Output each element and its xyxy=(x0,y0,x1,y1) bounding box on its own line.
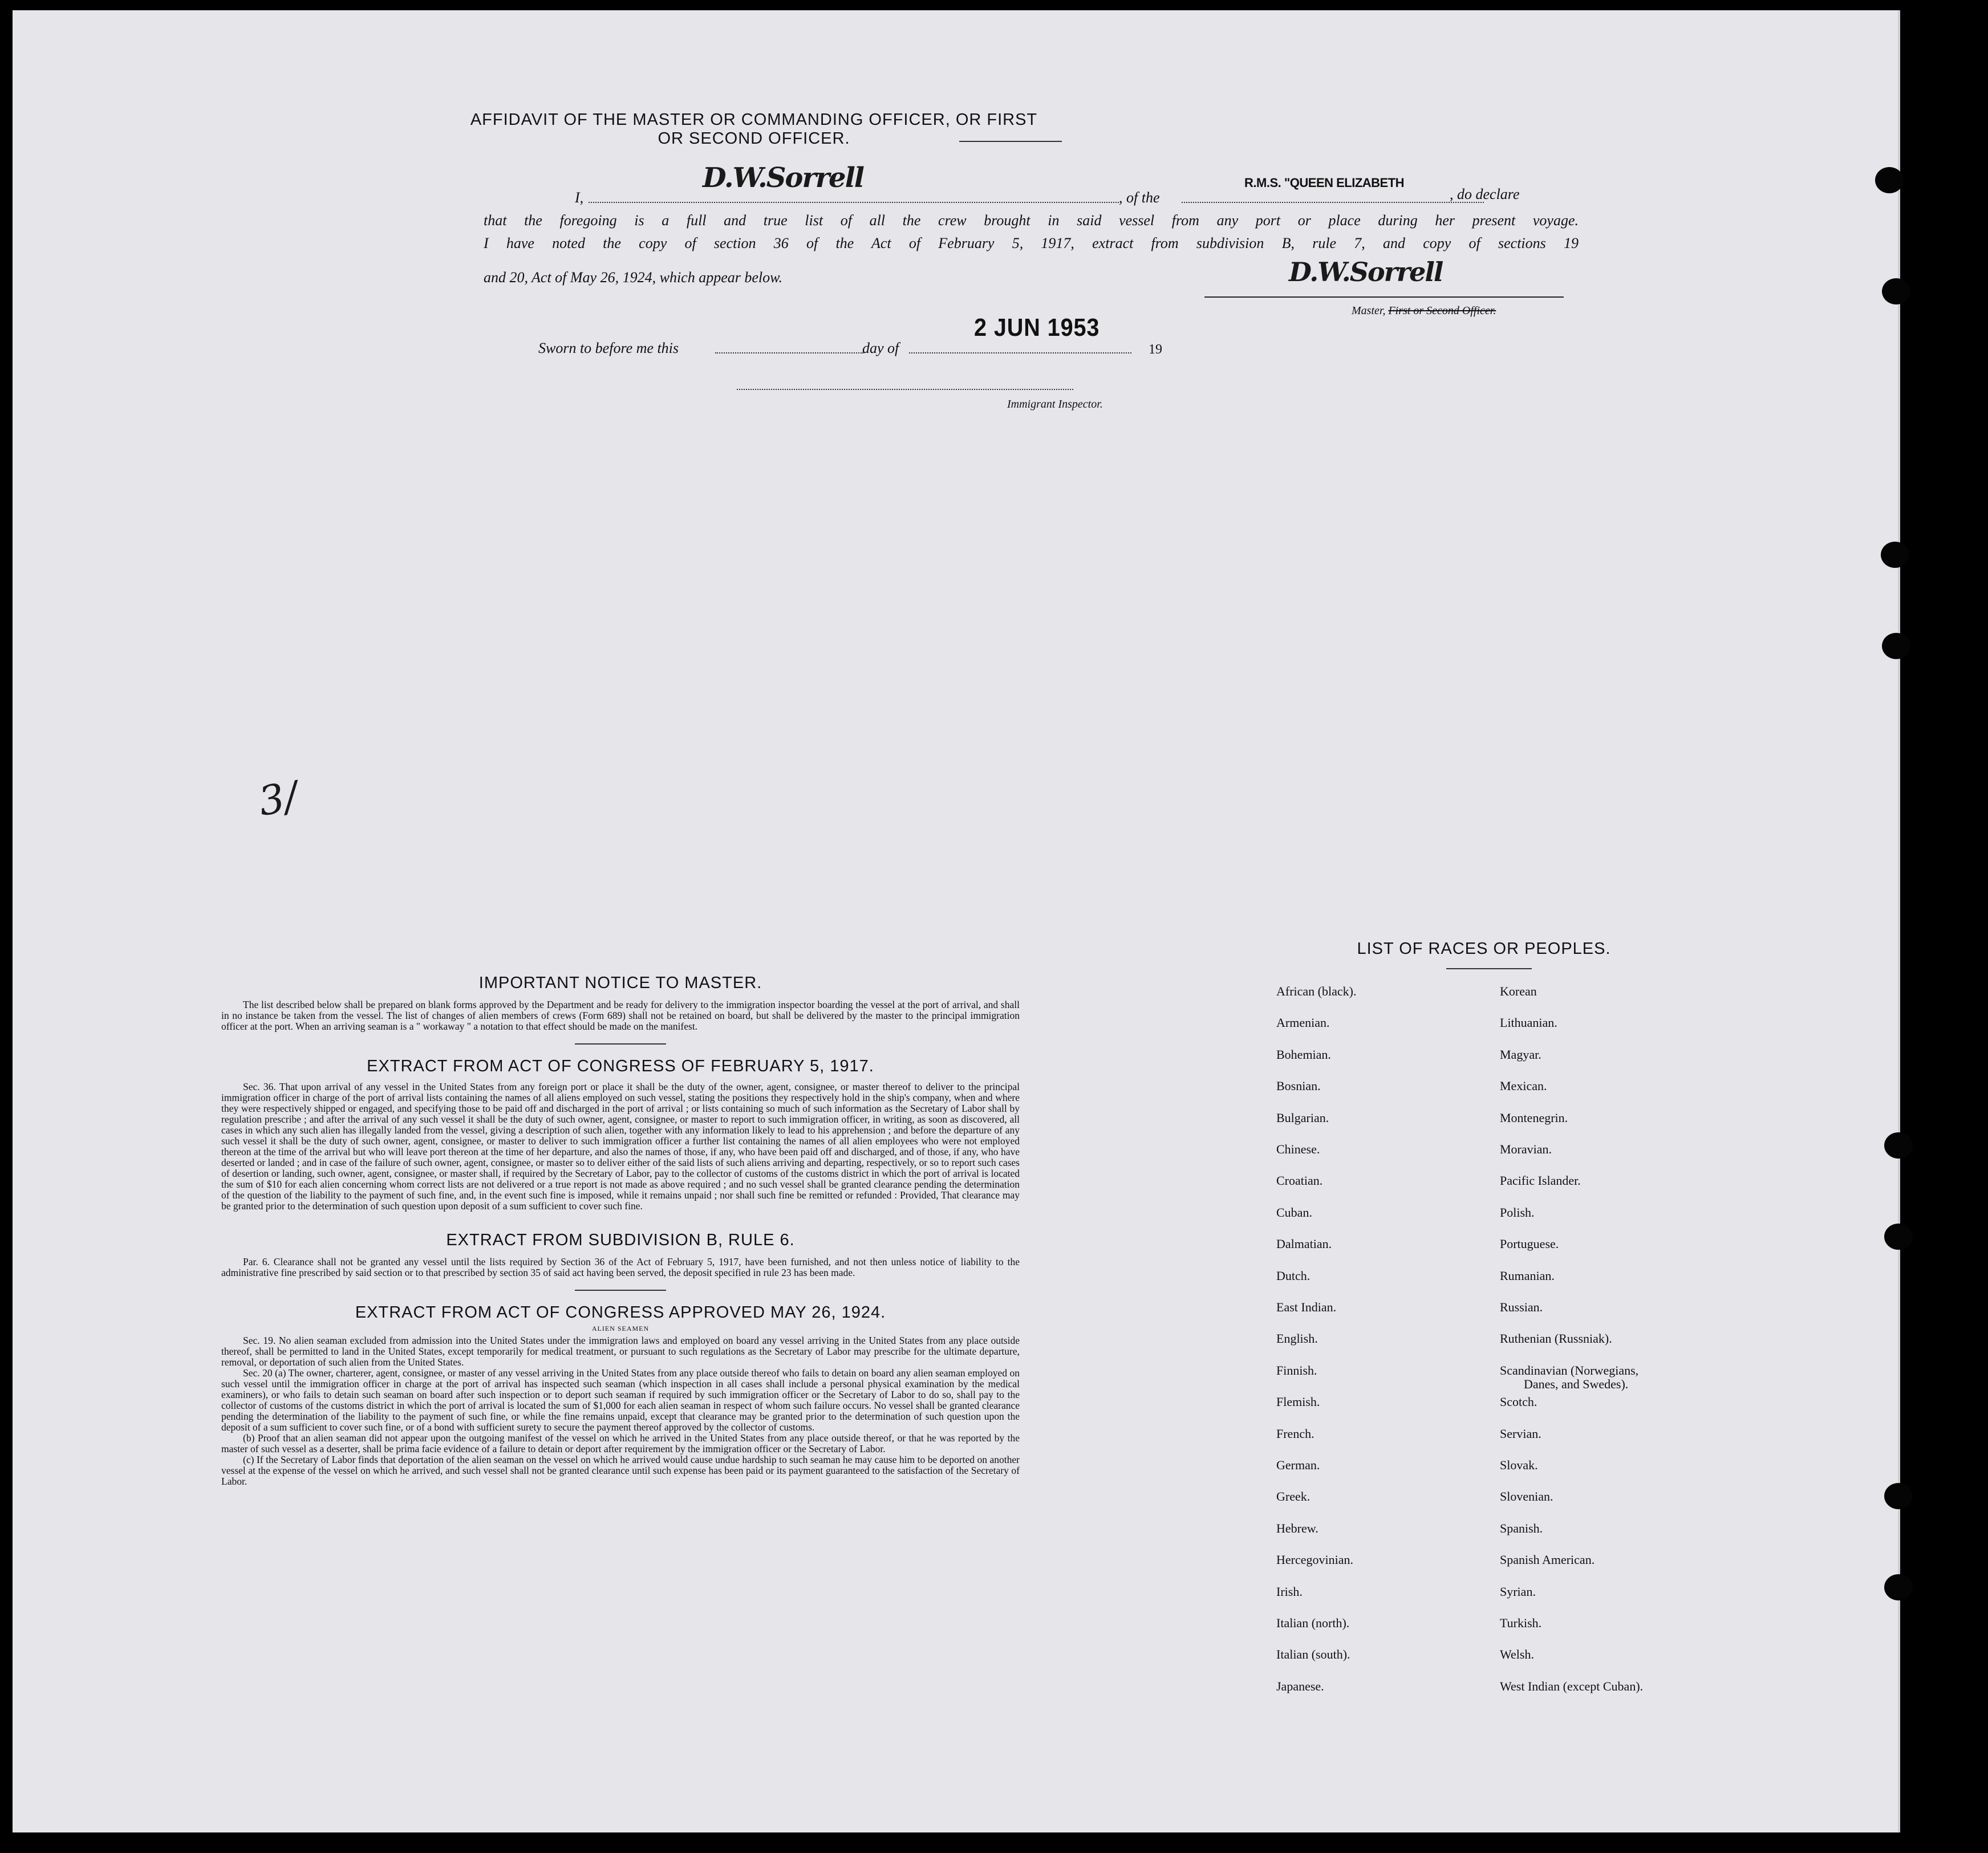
section-rule-1 xyxy=(575,1043,666,1045)
inspector-caption: Immigrant Inspector. xyxy=(1007,398,1103,411)
master-signature-1: D.W.Sorrell xyxy=(703,162,864,194)
race-item: Cuban. xyxy=(1276,1205,1312,1220)
race-item: Pacific Islander. xyxy=(1500,1173,1581,1188)
name-field-line xyxy=(589,202,1119,203)
race-item: Moravian. xyxy=(1500,1142,1552,1156)
extract-1924-body xyxy=(221,1335,1020,1487)
race-item: Finnish. xyxy=(1276,1363,1317,1377)
date-stamp: 2 JUN 1953 xyxy=(974,314,1100,342)
race-item: Scandinavian (Norwegians, Danes, and Swedes). xyxy=(1500,1363,1639,1391)
sec-36-paragraph: Sec. 36. That upon arrival of any vessel in the United States from any foreign port or place it shall be the duty of the owner, agent, consignee, or master thereof to deliver to the principal immigration officer in charge of the port of arrival lists containing the names of all aliens employed on such vessel, stating the positions they respectively hold in the ship's company, when and where they were respectively shipped or engaged, and specifying those to be paid off and discharged in the port of arrival ; or lists containing so much of such information as the Secretary of Labor shall by regulation prescribe ; and after the arrival of any such vessel it shall be the duty of such owner, agent, consignee, or master to report to such immigration officer, in writing, as soon as discovered, all cases in which any such alien has illegally landed from the vessel, giving a description of such alien, together with any information likely to lead to his apprehension ; and before the departure of any such vessel it shall be the duty of such owner, agent, consignee, or master to deliver to such immigration officer a further list containing the names of all alien employees who were not employed thereon at the time of the arrival but who will leave port thereon at the time of her departure, and also the names of those, if any, who have been paid off and discharged, and of those, if any, who have deserted or landed ; and in case of the failure of such owner, agent, consignee, or master so to deliver either of the said lists of such aliens arriving and departing, respectively, or so to report such cases of desertion or landing, such owner, agent, consignee, or master shall, if required by the Secretary of Labor, pay to the collector of customs of the customs district in which the port of arrival is located the sum of $10 for each alien concerning whom correct lists are not delivered or a true report is not made as above required ; and no such vessel shall be granted clearance pending the determination of the question of the liability to the payment of such fine, and, in the event such fine is imposed, while it remains unpaid ; nor shall such fine be remitted or refunded : Provided, That clearance may be granted prior to the determination of such question upon deposit of a sum sufficient to cover such fine. xyxy=(221,1081,1020,1212)
race-item: Magyar. xyxy=(1500,1047,1541,1062)
affidavit-line-3: I have noted the copy of section 36 of the Act of February 5, 1917, extract from subdivision B, rule 7, and copy of sections 19 xyxy=(484,235,1579,251)
race-item: Hebrew. xyxy=(1276,1521,1318,1535)
race-item: Syrian. xyxy=(1500,1584,1536,1599)
affidavit-line-4: and 20, Act of May 26, 1924, which appear below. xyxy=(484,269,783,286)
race-item: Ruthenian (Russniak). xyxy=(1500,1331,1612,1346)
race-item: Lithuanian. xyxy=(1500,1015,1557,1030)
race-item: Bosnian. xyxy=(1276,1079,1321,1094)
binder-hole-3 xyxy=(1881,542,1909,568)
of-the-label: , of the xyxy=(1119,189,1160,206)
race-item: Greek. xyxy=(1276,1489,1311,1504)
race-item: Spanish American. xyxy=(1500,1553,1595,1567)
binder-hole-8 xyxy=(1884,1574,1913,1600)
handwritten-margin-mark: 3/ xyxy=(255,772,302,826)
race-item: Welsh. xyxy=(1500,1647,1534,1662)
race-item: Polish. xyxy=(1500,1205,1535,1220)
race-item: Armenian. xyxy=(1276,1015,1330,1030)
races-title: LIST OF RACES OR PEOPLES. xyxy=(1357,940,1611,958)
par-6-paragraph: Par. 6. Clearance shall not be granted any vessel until the lists required by Section 36 of the Act of February 5, 1917, have been furnished, and not then unless notice of liability to the administrative fine prescribed by said section or to that prescribed by section 35 of said act having been served, the deposit specified in rule 23 has been made. xyxy=(221,1256,1020,1278)
race-item: Japanese. xyxy=(1276,1679,1324,1693)
race-item: Slovak. xyxy=(1500,1458,1538,1472)
binder-hole-4 xyxy=(1882,633,1910,659)
race-item: Russian. xyxy=(1500,1300,1543,1314)
rule-6-title: EXTRACT FROM SUBDIVISION B, RULE 6. xyxy=(446,1231,795,1249)
race-item: Flemish. xyxy=(1276,1395,1320,1409)
affidavit-line-2: that the foregoing is a full and true list of all the crew brought in said vessel from any port or place during her present voyage. xyxy=(484,212,1579,229)
vessel-field-line xyxy=(1182,202,1484,203)
rule-6-body xyxy=(221,1257,1020,1278)
race-item: Portuguese. xyxy=(1500,1237,1559,1251)
notice-body xyxy=(221,999,1020,1032)
race-item: Bohemian. xyxy=(1276,1047,1331,1062)
vessel-name-stamp: R.M.S. "QUEEN ELIZABETH xyxy=(1244,176,1405,190)
extract-1917-body xyxy=(221,1082,1020,1212)
race-item: Korean xyxy=(1500,984,1537,998)
race-item: Italian (north). xyxy=(1276,1616,1350,1630)
race-item: Bulgarian. xyxy=(1276,1110,1329,1125)
race-item: Croatian. xyxy=(1276,1173,1323,1188)
race-item: Montenegrin. xyxy=(1500,1110,1568,1125)
race-item: West Indian (except Cuban). xyxy=(1500,1679,1644,1693)
sec-20b-paragraph: (b) Proof that an alien seaman did not appear upon the outgoing manifest of the vessel on which he arrived in the United States from any place outside thereof, or that he was reported by the master of such vessel as a deserter, shall be prima facie evidence of a failure to detain or deport after requirement by the immigration officer or the Secretary of Labor. xyxy=(221,1432,1020,1454)
race-item: African (black). xyxy=(1276,984,1357,998)
race-item: English. xyxy=(1276,1331,1318,1346)
race-item: German. xyxy=(1276,1458,1320,1472)
race-item: East Indian. xyxy=(1276,1300,1337,1314)
race-item: Italian (south). xyxy=(1276,1647,1350,1662)
binder-hole-1 xyxy=(1875,167,1904,193)
race-item: Chinese. xyxy=(1276,1142,1320,1156)
race-item: Irish. xyxy=(1276,1584,1303,1599)
form-page xyxy=(13,10,1900,1832)
sworn-label: Sworn to before me this xyxy=(538,340,679,356)
day-of-label: day of xyxy=(862,340,899,356)
race-item: Servian. xyxy=(1500,1426,1541,1441)
signature-line xyxy=(1204,296,1564,298)
sec-19-paragraph: Sec. 19. No alien seaman excluded from admission into the United States under the immigration laws and employed on board any vessel arriving in the United States from any place outside thereof, shall be permitted to land in the United States, except temporarily for medical treatment, or pursuant to such regulations as the Secretary of Labor may prescribe for the ultimate departure, removal, or deportation of such alien from the United States. xyxy=(221,1335,1020,1368)
race-item: Hercegovinian. xyxy=(1276,1553,1353,1567)
sec-20a-paragraph: Sec. 20 (a) The owner, charterer, agent, consignee, or master of any vessel arriving in the United States from any place outside thereof who fails to detain on board any alien seaman employed on such vessel until the immigration officer in charge at the port of arrival has inspected such seaman (which inspection in all cases shall include a personal physical examination by the medical examiners), or who fails to detain such seaman on board after such inspection or to deport such seaman if required by such immigration officer or the Secretary of Labor to do so, shall pay to the collector of customs of the customs district in which the port of arrival is located the sum of $1,000 for each alien seaman in respect of whom such failure occurs. No vessel shall be granted clearance pending the determination of the liability to the payment of such fine, or while the fine remains unpaid, except that clearance may be granted prior to the determination of such question upon the deposit of a sum sufficient to cover such fine, or of a bond with sufficient surety to secure the payment thereof approved by the collector of customs. xyxy=(221,1367,1020,1433)
heading-rule xyxy=(959,141,1062,142)
section-rule-2 xyxy=(575,1290,666,1291)
race-item: Dutch. xyxy=(1276,1268,1311,1283)
master-signature-2: D.W.Sorrell xyxy=(1289,257,1443,287)
do-declare-label: , do declare xyxy=(1450,186,1520,202)
signature-caption xyxy=(1352,304,1496,318)
affidavit-heading: AFFIDAVIT OF THE MASTER OR COMMANDING OFFICER, OR FIRST OR SECOND OFFICER. xyxy=(470,111,1038,148)
alien-seamen-subtitle: ALIEN SEAMEN xyxy=(591,1324,650,1332)
race-item: Mexican. xyxy=(1500,1079,1547,1094)
notices-column xyxy=(221,974,1020,1487)
sworn-day-line xyxy=(715,352,863,353)
races-title-rule xyxy=(1446,968,1532,969)
race-item: French. xyxy=(1276,1426,1314,1441)
master-caption: Master, xyxy=(1352,304,1386,317)
notice-paragraph: The list described below shall be prepared on blank forms approved by the Department and be ready for delivery to the immigration inspector boarding the vessel at the port of arrival, and shall in no instance be taken from the vessel. The list of changes of alien members of crews (Form 689) shall not be retained on board, but shall be delivered by the master to the principal immigration officer at the port. When an arriving seaman is a " workaway " a notation to that effect should be made on the manifest. xyxy=(221,999,1020,1032)
sec-20c-paragraph: (c) If the Secretary of Labor finds that deportation of the alien seaman on the vessel on which he arrived would cause undue hardship to such seaman he may cause him to be deported on another vessel at the expense of the vessel on which he arrived, and such vessel shall not be granted clearance until such expense has been paid or its payment guaranteed to the satisfaction of the Secretary of Labor. xyxy=(221,1454,1020,1487)
race-item: Slovenian. xyxy=(1500,1489,1553,1504)
binder-hole-5 xyxy=(1884,1132,1913,1159)
binder-hole-7 xyxy=(1884,1483,1913,1509)
race-item: Spanish. xyxy=(1500,1521,1543,1535)
race-item: Turkish. xyxy=(1500,1616,1542,1630)
extract-1924-title: EXTRACT FROM ACT OF CONGRESS APPROVED MAY 26, 1924. xyxy=(355,1303,886,1322)
race-item: Scotch. xyxy=(1500,1395,1537,1409)
binder-hole-6 xyxy=(1884,1224,1913,1250)
race-item: Rumanian. xyxy=(1500,1268,1555,1283)
race-item: Dalmatian. xyxy=(1276,1237,1332,1251)
binder-hole-2 xyxy=(1882,278,1910,304)
inspector-signature-line xyxy=(737,389,1073,390)
year-prefix: 19 xyxy=(1149,342,1162,357)
struck-officer-caption: First or Second Officer. xyxy=(1388,304,1496,317)
notice-title: IMPORTANT NOTICE TO MASTER. xyxy=(478,974,762,992)
sworn-month-line xyxy=(909,352,1131,353)
i-label: I, xyxy=(575,189,584,206)
extract-1917-title: EXTRACT FROM ACT OF CONGRESS OF FEBRUARY 5, 1917. xyxy=(367,1057,874,1075)
